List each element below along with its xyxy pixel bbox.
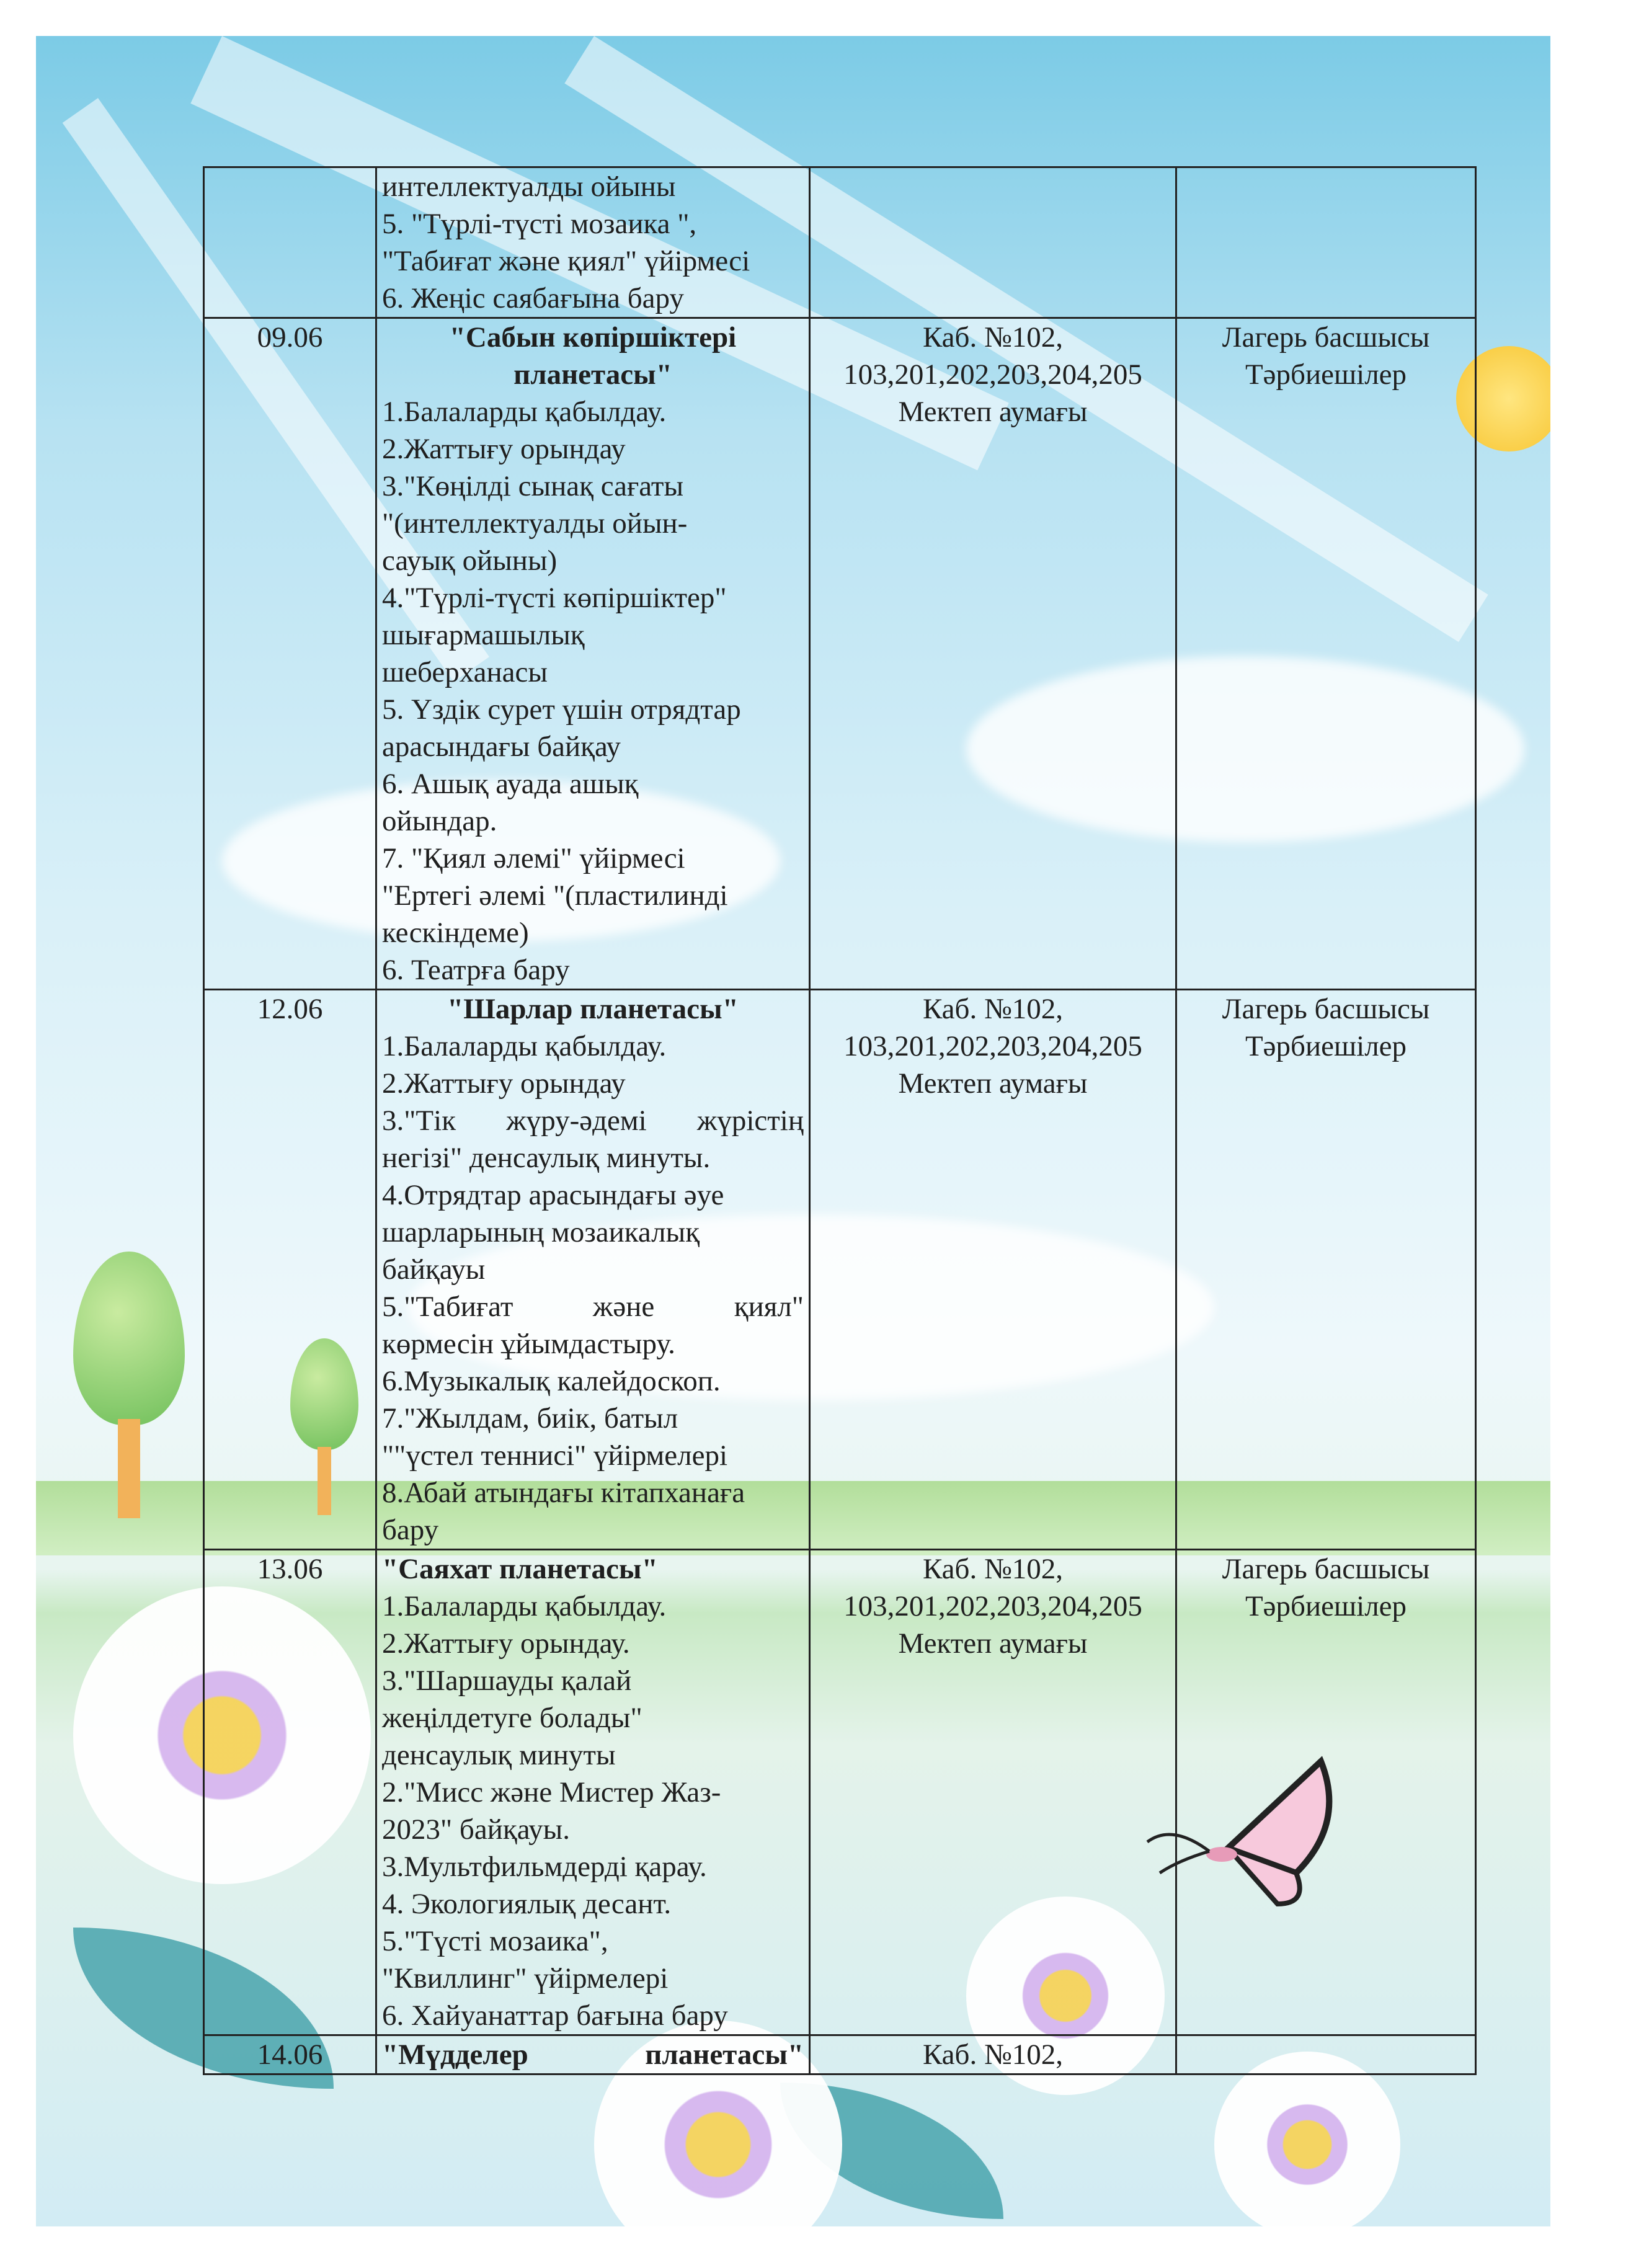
- activity-line: кескіндеме): [382, 917, 529, 949]
- date-cell: 14.06: [204, 2035, 376, 2075]
- place-line: Каб. №102,: [922, 2039, 1064, 2071]
- place-line: 103,201,202,203,204,205: [843, 1590, 1142, 1622]
- tree-icon: [73, 1252, 185, 1518]
- responsible-line: Тәрбиешілер: [1245, 1030, 1407, 1062]
- activities-cell: [376, 318, 810, 990]
- date-cell: [204, 167, 376, 318]
- activity-line: жеңілдетуге болады": [382, 1702, 642, 1734]
- activity-line: "Квиллинг" үйірмелері: [382, 1962, 669, 1995]
- activity-line: көрмесін ұйымдастыру.: [382, 1328, 675, 1360]
- activity-line: 2.Жаттығу орындау.: [382, 1627, 630, 1660]
- responsible-cell: [1176, 167, 1476, 318]
- place-line: Мектеп аумағы: [898, 1067, 1088, 1100]
- place-line: 103,201,202,203,204,205: [843, 358, 1142, 391]
- activity-line: 6.Музыкалық калейдоскоп.: [382, 1365, 721, 1397]
- activity-line: 5."Түсті мозаика",: [382, 1925, 608, 1957]
- activity-line: ойындар.: [382, 805, 497, 837]
- activities-cell: [376, 167, 810, 318]
- activity-line: 8.Абай атындағы кітапханаға: [382, 1477, 745, 1509]
- activity-line: 3.Мультфильмдерді қарау.: [382, 1851, 707, 1883]
- activity-line: "Табиғат және қиял" үйірмесі: [382, 245, 750, 277]
- activity-line: 7. "Қиял әлемі" үйірмесі: [382, 842, 685, 874]
- place-cell: [810, 2035, 1176, 2075]
- place-cell: [810, 990, 1176, 1550]
- activity-line: 7."Жылдам, биік, батыл: [382, 1402, 678, 1434]
- activity-line: 4.Отрядтар арасындағы әуе: [382, 1179, 724, 1211]
- activity-line: 5. Үздік сурет үшін отрядтар: [382, 693, 741, 726]
- table-row: [204, 1550, 1476, 2035]
- date-cell: 09.06: [204, 318, 376, 990]
- activity-line: негізі" денсаулық минуты.: [382, 1142, 711, 1174]
- activity-line: 5."Табиғат және қиял": [382, 1291, 804, 1323]
- activity-line: байқауы: [382, 1253, 486, 1286]
- date-cell: 13.06: [204, 1550, 376, 2035]
- activity-line: шеберханасы: [382, 656, 548, 688]
- schedule-table: [203, 166, 1477, 2075]
- activity-line: 2."Мисс және Мистер Жаз-: [382, 1776, 721, 1808]
- activity-line: "(интеллектуалды ойын-: [382, 507, 688, 540]
- day-title: "Мүдделер планетасы": [382, 2039, 804, 2071]
- responsible-line: Тәрбиешілер: [1245, 1590, 1407, 1622]
- activity-line: "Ертегі әлемі "(пластилинді: [382, 879, 728, 912]
- activity-line: шарларының мозаикалық: [382, 1216, 700, 1248]
- responsible-cell: [1176, 990, 1476, 1550]
- place-line: 103,201,202,203,204,205: [843, 1030, 1142, 1062]
- activity-line: сауық ойыны): [382, 545, 558, 577]
- activity-line: 3."Көңілді сынақ сағаты: [382, 470, 684, 502]
- activity-line: 6. Ашық ауада ашық: [382, 768, 639, 800]
- activity-line: 6. Жеңіс саябағына бару: [382, 282, 684, 314]
- activity-line: 2.Жаттығу орындау: [382, 433, 626, 465]
- table-row: [204, 318, 1476, 990]
- activity-line: 3."Шаршауды қалай: [382, 1665, 632, 1697]
- place-cell: [810, 1550, 1176, 2035]
- activities-cell: [376, 990, 810, 1550]
- activity-line: 2023" байқауы.: [382, 1813, 570, 1846]
- activity-line: 1.Балаларды қабылдау.: [382, 1030, 667, 1062]
- place-line: Каб. №102,: [922, 1553, 1064, 1585]
- table-row: [204, 2035, 1476, 2075]
- activity-line: ""үстел теннисі" үйірмелері: [382, 1439, 728, 1472]
- responsible-line: Лагерь басшысы: [1222, 321, 1430, 354]
- activity-line: 1.Балаларды қабылдау.: [382, 396, 667, 428]
- flower-icon: [1214, 2052, 1400, 2226]
- activity-line: 4."Түрлі-түсті көпіршіктер": [382, 582, 727, 614]
- activity-line: 2.Жаттығу орындау: [382, 1067, 626, 1100]
- responsible-line: Тәрбиешілер: [1245, 358, 1407, 391]
- responsible-cell: [1176, 1550, 1476, 2035]
- activity-line: 1.Балаларды қабылдау.: [382, 1590, 667, 1622]
- activity-line: 6. Хайуанаттар бағына бару: [382, 1999, 728, 2032]
- activity-line: 5. "Түрлі-түсті мозаика ",: [382, 208, 697, 240]
- place-line: Мектеп аумағы: [898, 396, 1088, 428]
- day-title: "Сабын көпіршіктері планетасы": [449, 321, 737, 391]
- schedule-document: [203, 166, 1459, 2075]
- date-cell: 12.06: [204, 990, 376, 1550]
- place-line: Каб. №102,: [922, 993, 1064, 1025]
- activity-line: 3."Тік жүру-әдемі жүрістің: [382, 1105, 804, 1137]
- activities-cell: [376, 1550, 810, 2035]
- activity-line: 6. Театрға бару: [382, 954, 570, 986]
- activity-line: бару: [382, 1514, 439, 1546]
- table-row: [204, 167, 1476, 318]
- place-cell: [810, 167, 1176, 318]
- day-title: "Саяхат планетасы": [382, 1553, 658, 1585]
- activity-line: 4. Экологиялық десант.: [382, 1888, 672, 1920]
- place-line: Мектеп аумағы: [898, 1627, 1088, 1660]
- activity-line: шығармашылық: [382, 619, 585, 651]
- activity-line: арасындағы байқау: [382, 731, 621, 763]
- table-row: [204, 990, 1476, 1550]
- responsible-cell: [1176, 318, 1476, 990]
- activity-line: интеллектуалды ойыны: [382, 171, 676, 203]
- place-cell: [810, 318, 1176, 990]
- place-line: Каб. №102,: [922, 321, 1064, 354]
- day-title: "Шарлар планетасы": [447, 993, 739, 1025]
- responsible-line: Лагерь басшысы: [1222, 993, 1430, 1025]
- activity-line: денсаулық минуты: [382, 1739, 616, 1771]
- activities-cell: [376, 2035, 810, 2075]
- responsible-cell: [1176, 2035, 1476, 2075]
- responsible-line: Лагерь басшысы: [1222, 1553, 1430, 1585]
